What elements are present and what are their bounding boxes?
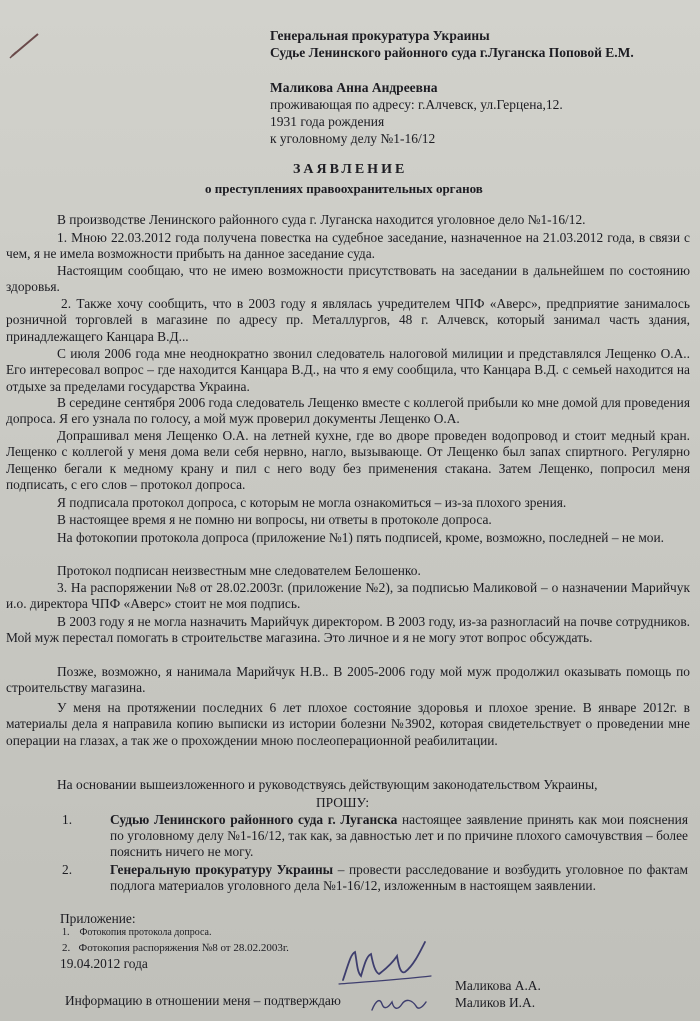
body-paragraph: 2. Также хочу сообщить, что в 2003 году я являлась учредителем ЧПФ «Аверс», предприятие занималось розничной торговлей в магазине по адресу пр. Металлургов, 48 г. Алчевск, который занимал часть здания, принадлежащего Канцара В.Д... [6,296,690,344]
handwritten-signature [335,932,435,990]
signatory-1: Маликова А.А. [455,978,541,993]
appendix-text: Фотокопия распоряжения №8 от 28.02.2003г. [78,942,289,954]
appendix-item-2 [62,942,289,954]
handwritten-signature-small [368,990,428,1018]
sender-name: Маликова Анна Андреевна [270,80,438,95]
appendix-text: Фотокопия протокола допроса. [79,927,212,938]
request-addressee: Генеральную прокуратуру Украины [110,862,334,877]
request-body: настоящее заявление принять как мои пояснения по уголовному делу №1-16/12, так как, за давностью лет и по причине плохого самочувствия – более пояснить ничего не могу. [110,812,689,860]
signatory-2: Маликов И.А. [455,995,536,1010]
body-paragraph: Я подписала протокол допроса, с которым не могла ознакомиться – из-за плохого зрения. [57,495,567,510]
request-number: 1. [62,812,73,827]
body-paragraph: В производстве Ленинского районного суда г. Луганска находится уголовное дело №1-16/12. [57,212,586,227]
addressee-judge: Судье Ленинского районного суда г.Луганска Поповой Е.М. [270,45,634,60]
request-body: – провести расследование и возбудить уголовное по фактам подлога материалов уголовного дела №1-16/12, изложенным в настоящем заявлении. [110,862,688,894]
body-paragraph: Протокол подписан неизвестным мне следователем Белошенко. [57,563,421,578]
appendix-item-1 [62,927,211,938]
request-text [110,862,688,894]
body-paragraph: Позже, возможно, я нанимала Марийчук Н.В.. В 2005-2006 году мой муж продолжил оказывать помощь по строительству магазина. [6,664,690,696]
request-number: 2. [62,862,73,877]
addressee-prosecutor: Генеральная прокуратура Украины [270,28,490,43]
body-paragraph: С июля 2006 года мне неоднократно звонил следователь налоговой милиции и представлялся Лещенко О.А.. Его интересовал вопрос – где находится Канцара В.Д., на что я ему сообщила, что Канцара В.Д. с семьей находится на отдыхе за пределами государства Украина. [6,346,690,394]
case-reference: к уголовному делу №1-16/12 [270,131,436,146]
body-paragraph: Настоящим сообщаю, что не имею возможности присутствовать на заседании в дальнейшем по состоянию здоровья. [6,263,690,295]
sender-birth: 1931 года рождения [270,114,385,129]
body-paragraph: 3. На распоряжении №8 от 28.02.2003г. (приложение №2), за подписью Маликовой – о назначении Марийчук и.о. директора ЧПФ «Аверс» стоит не моя подпись. [6,580,690,612]
document-date: 19.04.2012 года [60,956,148,971]
request-item-2 [57,862,689,912]
confirmation-text: Информацию в отношении меня – подтверждаю [65,993,341,1008]
body-paragraph: У меня на протяжении последних 6 лет плохое состояние здоровья и плохое зрение. В январе 2012г. в материалы дела я направила копию выписки из истории болезни №3902, которая свидетельствует о проведении мне операции на глазах, а так же о прохождении мною послеоперационной реабилитации. [6,700,690,748]
appendix-number: 2. [62,942,71,954]
body-paragraph: В настоящее время я не помню ни вопросы, ни ответы в протоколе допроса. [57,512,492,527]
request-item-1 [57,812,689,862]
body-paragraph: В 2003 году я не могла назначить Марийчук директором. В 2003 году, из-за разногласий на почве сотрудников. Мой муж перестал помогать в строительстве магазина. Это личное и я не могу этот вопрос обсуждать. [6,614,690,646]
body-paragraph: На основании вышеизложенного и руководствуясь действующим законодательством Украины, [57,777,598,792]
request-heading: ПРОШУ: [316,795,370,810]
appendix-label: Приложение: [60,911,136,926]
request-addressee: Судью Ленинского районного суда г. Луганска [110,812,398,827]
request-text [110,812,688,860]
document-title: ЗАЯВЛЕНИЕ [293,162,408,177]
body-paragraph: В середине сентября 2006 года следователь Лещенко вместе с коллегой прибыли ко мне домой для проведения допроса. Я его узнала по голосу, а мой муж проверил документы Лещенко О.А. [6,395,690,427]
appendix-number: 1. [62,927,70,938]
body-paragraph: Допрашивал меня Лещенко О.А. на летней кухне, где во дворе проведен водопровод и стоит медный кран. Лещенко с коллегой у меня дома вели себя нервно, нагло, вызывающе. От Лещенко был запах спиртного. Регулярно Лещенко бегали к медному крану и пил с него воду без применения стакана. Затем Лещенко, попросил меня подписать, с его слов – протокол допроса. [6,428,690,492]
pen-mark [8,30,42,60]
sender-address: проживающая по адресу: г.Алчевск, ул.Герцена,12. [270,97,563,112]
body-paragraph: На фотокопии протокола допроса (приложение №1) пять подписей, кроме, возможно, последней – не мои. [57,530,665,545]
body-paragraph: 1. Мною 22.03.2012 года получена повестка на судебное заседание, назначенное на 21.03.2012 года, в связи с чем, я не имела возможности прибыть на данное заседание суда. [6,230,690,262]
document-subtitle: о преступлениях правоохранительных органов [205,181,483,196]
